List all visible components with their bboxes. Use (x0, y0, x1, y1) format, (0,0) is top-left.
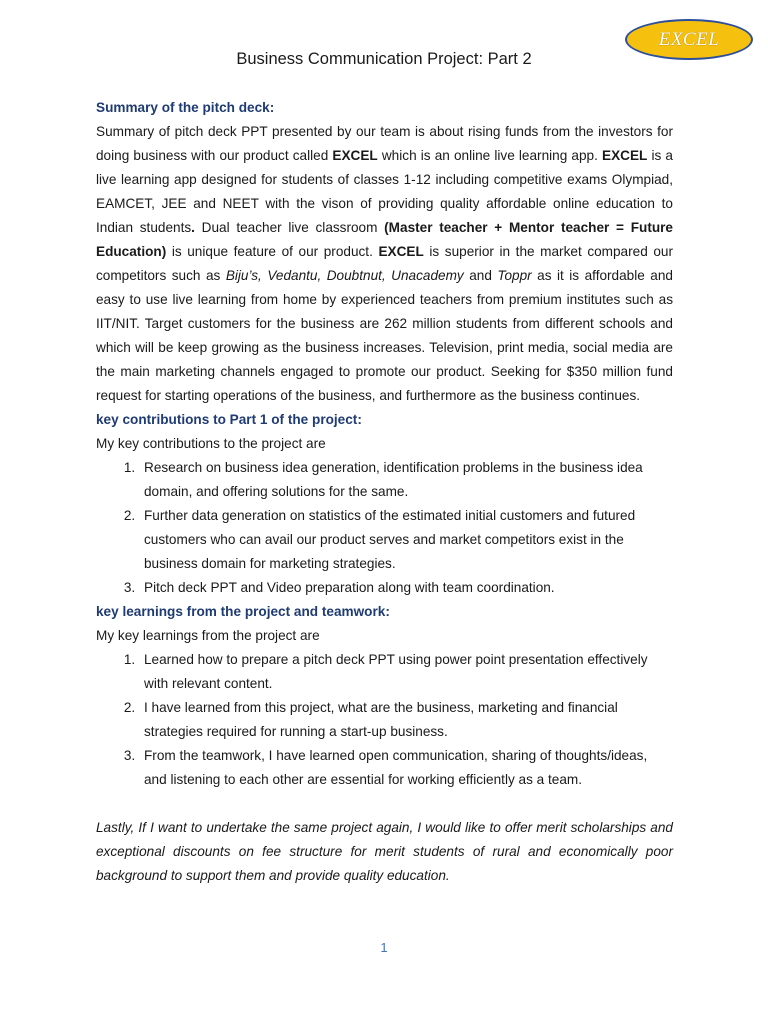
list-item: 3. Pitch deck PPT and Video preparation along with team coordination. (139, 576, 673, 600)
summary-text: which is an online live learning app. (377, 148, 603, 163)
learnings-list (96, 648, 673, 792)
summary-text: and (463, 268, 498, 283)
closing-paragraph: Lastly, If I want to undertake the same project again, I would like to offer merit scholarships and exceptional discounts on fee structure for merit students of rural and economically poor background to support them and provide quality education. (96, 820, 673, 883)
summary-paragraph (96, 120, 673, 408)
summary-bold: EXCEL (332, 148, 378, 163)
summary-text: Dual teacher live classroom (194, 220, 385, 235)
summary-italic: Biju’s, Vedantu, Doubtnut, Unacademy (225, 268, 464, 283)
summary-bold: (Master teacher + Mentor teacher = Future Education) (96, 220, 673, 259)
document-body (96, 96, 673, 888)
summary-text: Summary of pitch deck PPT presented by our team is about rising funds from the investors for doing business with our product called (96, 124, 673, 163)
page-title: Business Communication Project: Part 2 (236, 50, 532, 68)
list-item: 1. Learned how to prepare a pitch deck PPT using power point presentation effectively with relevant content. (139, 648, 673, 696)
summary-heading: Summary of the pitch deck: (96, 100, 275, 115)
list-item: 3. From the teamwork, I have learned open communication, sharing of thoughts/ideas, and listening to each other are essential for working efficiently as a team. (139, 744, 673, 792)
list-item: 2. Further data generation on statistics of the estimated initial customers and futured customers who can avail our product serves and market competitors exist in the business domain for marketing strategies. (139, 504, 673, 576)
list-item: 1. Research on business idea generation, identification problems in the business idea domain, and offering solutions for the same. (139, 456, 673, 504)
contributions-list (96, 456, 673, 600)
summary-bold: EXCEL (378, 244, 424, 259)
contributions-intro: My key contributions to the project are (96, 436, 326, 451)
summary-bold: . (191, 220, 195, 235)
summary-italic: Toppr (497, 268, 532, 283)
contributions-heading: key contributions to Part 1 of the project: (96, 412, 362, 427)
learnings-intro: My key learnings from the project are (96, 628, 320, 643)
summary-bold: EXCEL (602, 148, 648, 163)
summary-text: as it is affordable and easy to use live learning from home by experienced teachers from premium institutes such as IIT/NIT. Target customers for the business are 262 million students from different schools and which will be keep growing as the business increases. Television, print media, social media are the main marketing channels engaged to promote our product. Seeking for $350 million fund request for starting operations of the business, and furthermore as the business continues. (96, 268, 673, 403)
logo-text: EXCEL (658, 28, 720, 50)
learnings-heading: key learnings from the project and teamwork: (96, 604, 390, 619)
summary-text: is superior in the market compared our competitors such as (96, 244, 674, 283)
summary-text: is unique feature of our product. (166, 244, 379, 259)
list-item: 2. I have learned from this project, what are the business, marketing and financial strategies required for running a start-up business. (139, 696, 673, 744)
summary-text: is a live learning app designed for students of classes 1-12 including competitive exams Olympiad, EAMCET, JEE and NEET with the vison of providing quality affordable online education to Indian students (96, 148, 673, 235)
page-number: 1 (380, 940, 388, 955)
